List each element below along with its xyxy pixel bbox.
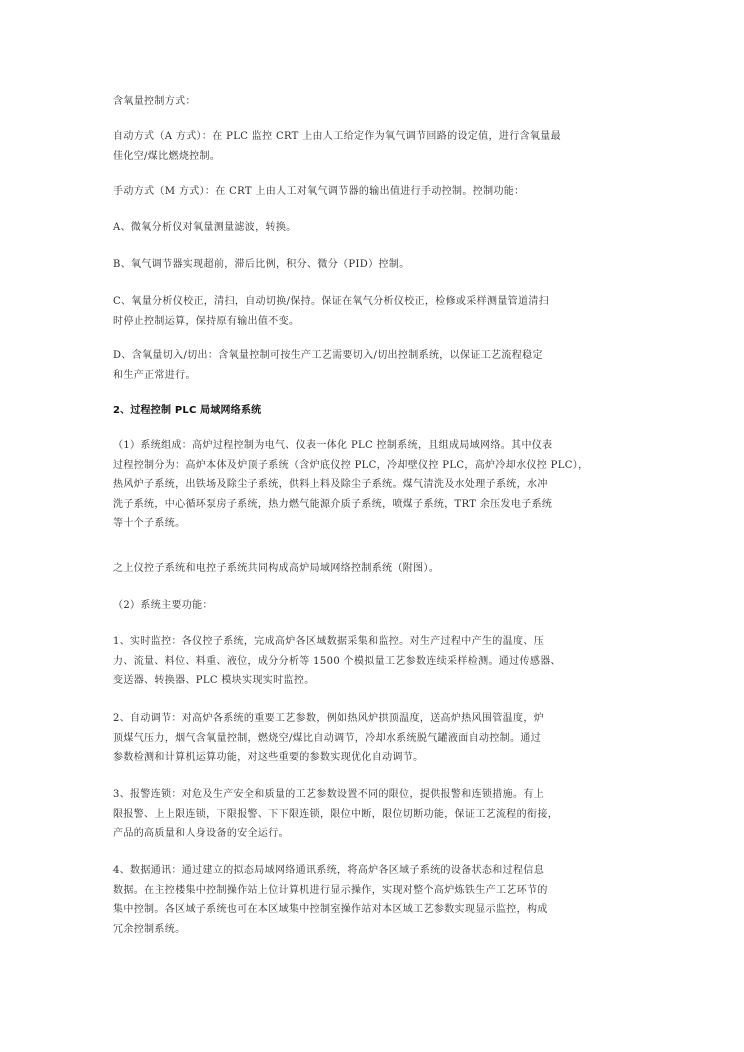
oxygen-control-title: 含氧量控制方式： <box>113 96 196 107</box>
function-1-monitoring: 1、实时监控：各仪控子系统，完成高炉各区域数据采集和监控。对生产过程中产生的温度、压 力、流量、料位、料重、液位，成分分析等 1500 个模拟量工艺参数连续采样检测。通过传感器、 变送器、转换器、PLC 模块实现实时监控。 <box>113 636 561 686</box>
manual-mode-paragraph: 手动方式（M 方式）：在 CRT 上由人工对氧气调节器的输出值进行手动控制。控制功能： <box>113 186 525 197</box>
function-c: C、氧量分析仪校正，清扫，自动切换/保持。保证在氧气分析仪校正，检修或采样测量管道清扫 时停止控制运算，保持原有输出值不变。 <box>113 296 550 327</box>
function-b: B、氧气调节器实现超前，滞后比例，积分、微分（PID）控制。 <box>113 259 410 270</box>
main-functions-title: （2）系统主要功能： <box>113 600 213 611</box>
section-2-heading: 2、过程控制 PLC 局域网络系统 <box>113 405 262 416</box>
function-2-regulation: 2、自动调节：对高炉各系统的重要工艺参数，例如热风炉拱顶温度，送高炉热风围管温度，炉 顶煤气压力，烟气含氧量控制，燃烧空/煤比自动调节，冷却水系统脱气罐液面自动控制。通过 参数检测和计算机运算功能，对这些重要的参数实现优化自动调节。 <box>113 713 545 763</box>
function-4-communication: 4、数据通讯：通过建立的拟态局域网络通讯系统，将高炉各区域子系统的设备状态和过程信息 数据。在主控楼集中控制操作站上位计算机进行显示操作，实现对整个高炉炼铁生产工艺环节的 集中控制。各区域子系统也可在本区域集中控制室操作站对本区域工艺参数实现显示监控，构成 冗余控制系统。 <box>113 865 548 935</box>
network-summary: 之上仪控子系统和电控子系统共同构成高炉局域网络控制系统（附图）。 <box>113 563 440 574</box>
system-composition: （1）系统组成：高炉过程控制为电气、仪表一体化 PLC 控制系统，且组成局域网络。其中仪表 过程控制分为：高炉本体及炉顶子系统（含炉底仪控 PLC，冷却壁仪控 PLC，高炉冷却水仪控 PLC）， 热风炉子系统，出铁场及除尘子系统，供料上料及除尘子系统。煤气清洗及水处理子系统，水冲 洗子系统，中心循环泵房子系统，热力燃气能源介质子系统，喷煤子系统，TRT 余压发电子系统 等十个子系统。 <box>113 440 589 529</box>
function-d: D、含氧量切入/切出：含氧量控制可按生产工艺需要切入/切出控制系统，以保证工艺流程稳定 和生产正常进行。 <box>113 350 543 381</box>
function-a: A、微氧分析仪对氧量测量滤波，转换。 <box>113 222 297 233</box>
function-3-alarm: 3、报警连锁：对危及生产安全和质量的工艺参数设置不同的限位，提供报警和连锁措施。有上 限报警、上上限连锁，下限报警、下下限连锁，限位中断，限位切断功能，保证工艺流程的衔接， 产品的高质量和人身设备的安全运行。 <box>113 789 559 839</box>
auto-mode-paragraph: 自动方式（A 方式）：在 PLC 监控 CRT 上由人工给定作为氧气调节回路的设定值，进行含氧量最 佳化空/煤比燃烧控制。 <box>113 131 561 162</box>
